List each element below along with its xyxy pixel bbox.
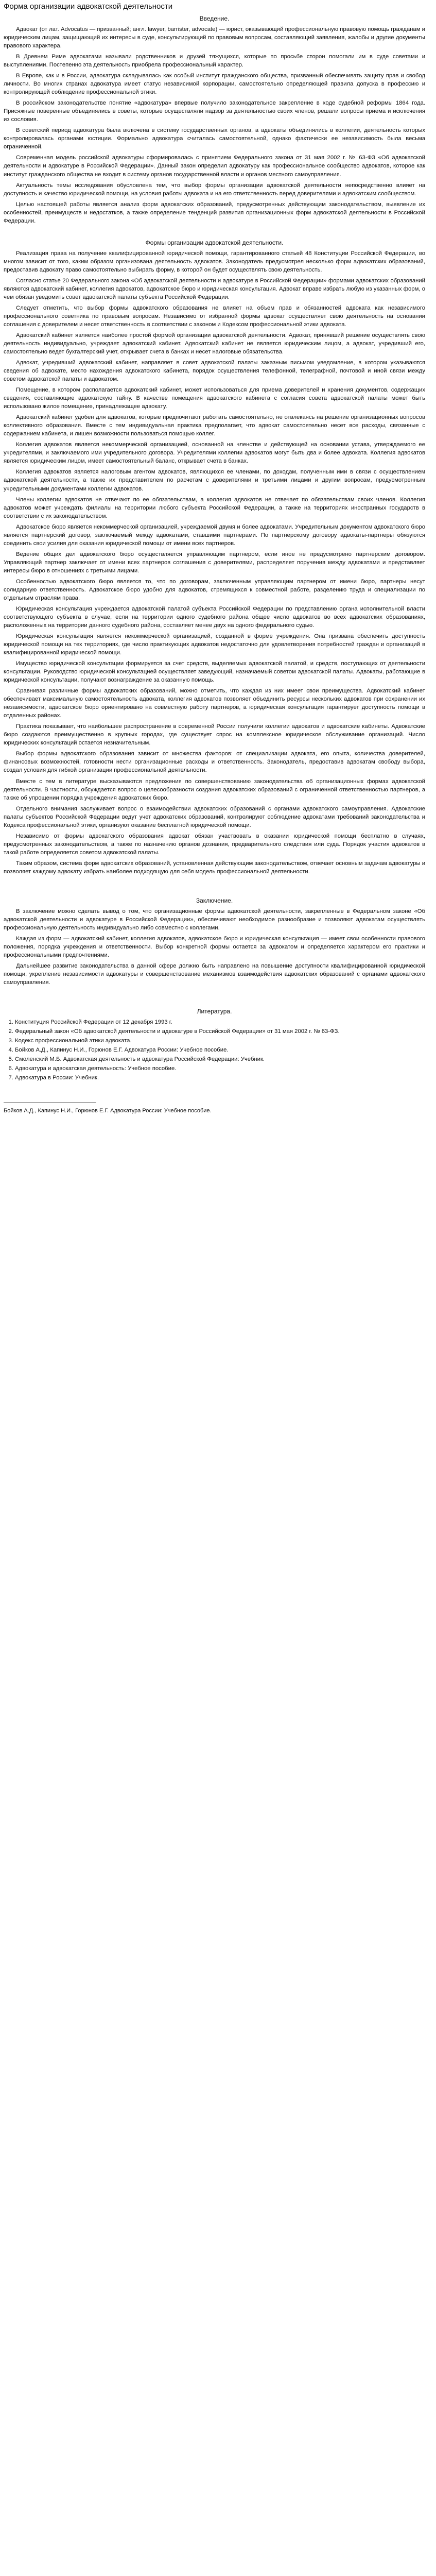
paragraph: Независимо от формы адвокатского образования адвокат обязан участвовать в оказании юридической помощи бесплатно в случаях, предусмотренных законодательством, а также по назначению органов дознания, предварительного следствия или суда. Порядок участия адвокатов в такой работе определяется советом адвокатской палаты. <box>4 833 425 856</box>
section <box>4 1008 425 1097</box>
paragraph: Согласно статье 20 Федерального закона «Об адвокатской деятельности и адвокатуре в Российской Федерации» формами адвокатских образований являются адвокатский кабинет, коллегия адвокатов, адвокатское бюро и юридическая консультация. Адвокат вправе избрать любую из указанных форм, о чем обязан уведомить совет адвокатской палаты субъекта Российской Федерации. <box>4 277 425 300</box>
paragraph: Современная модель российской адвокатуры сформировалась с принятием Федерального закона от 31 мая 2002 г. № 63-ФЗ «Об адвокатской деятельности и адвокатуре в Российской Федерации». Данный закон определил адвокатуру как профессиональное сообщество адвокатов, которое как институт гражданского общества не входит в систему органов государственной власти и органов местного самоуправления. <box>4 155 425 178</box>
sections-container <box>4 15 425 1097</box>
paragraph: Адвокат, учредивший адвокатский кабинет, направляет в совет адвокатской палаты заказным письмом уведомление, в котором указываются сведения об адвокате, место нахождения адвокатского кабинета, порядок осуществления телефонной, телеграфной, почтовой и иной связи между советом адвокатской палаты и адвокатом. <box>4 360 425 383</box>
section-spacer <box>4 228 425 235</box>
paragraph: Юридическая консультация является некоммерческой организацией, созданной в форме учреждения. Она призвана обеспечить доступность юридической помощи на тех территориях, где число практикующих адвокатов недостаточно для удовлетворения потребностей граждан и организаций в квалифицированной юридической помощи. <box>4 633 425 656</box>
paragraph: Таким образом, система форм адвокатских образований, установленная действующим законодательством, отвечает основным задачам адвокатуры и позволяет каждому адвокату избрать наиболее подходящую для себя модель профессиональной деятельности. <box>4 860 425 875</box>
reference-list <box>4 1018 425 1082</box>
paragraph: Ведение общих дел адвокатского бюро осуществляется управляющим партнером, если иное не предусмотрено партнерским договором. Управляющий партнер заключает от имени всех партнеров соглашения с доверителями, распределяет поручения между адвокатами и представляет интересы бюро в отношениях с третьими лицами. <box>4 551 425 574</box>
paragraph: Члены коллегии адвокатов не отвечают по ее обязательствам, а коллегия адвокатов не отвечает по обязательствам своих членов. Коллегия адвокатов может учреждать филиалы на территории любого субъекта Российской Федерации, а также на территориях иностранных государств в соответствии с их законодательством. <box>4 496 425 519</box>
reference-item: 6. Адвокатура и адвокатская деятельность: Учебное пособие. <box>15 1064 425 1073</box>
paragraph: Целью настоящей работы является анализ форм адвокатских образований, предусмотренных действующим законодательством, выявление их особенностей, преимуществ и недостатков, а также определение тенденций развития организационных форм адвокатской деятельности в Российской Федерации. <box>4 201 425 224</box>
paragraph: Актуальность темы исследования обусловлена тем, что выбор формы организации адвокатской деятельности непосредственно влияет на доступность и качество юридической помощи, на условия работы адвоката и на его ответственность перед доверителями и адвокатским сообществом. <box>4 182 425 197</box>
paragraph: В Европе, как и в России, адвокатура складывалась как особый институт гражданского общества, призванный обеспечивать защиту прав и свобод личности. Во многих странах адвокатура имеет статус независимой корпорации, самостоятельно определяющей правила допуска в профессию и контролирующей соблюдение профессиональной этики. <box>4 73 425 96</box>
paragraph: Каждая из форм — адвокатский кабинет, коллегия адвокатов, адвокатское бюро и юридическая консультация — имеет свои особенности правового положения, порядка учреждения и ответственности. Выбор конкретной формы остается за адвокатом и определяется характером его практики и профессиональными предпочтениями. <box>4 935 425 958</box>
paragraph: Дальнейшее развитие законодательства в данной сфере должно быть направлено на повышение доступности квалифицированной юридической помощи, укрепление независимости адвокатуры и совершенствование механизмов взаимодействия адвокатских образований с органами адвокатского самоуправления. <box>4 963 425 986</box>
paragraph: Практика показывает, что наибольшее распространение в современной России получили коллегии адвокатов и адвокатские кабинеты. Адвокатские бюро создаются преимущественно в крупных городах, где существует спрос на комплексное юридическое обслуживание организаций. Число юридических консультаций остается незначительным. <box>4 723 425 747</box>
paragraph: Коллегия адвокатов является некоммерческой организацией, основанной на членстве и действующей на основании устава, утверждаемого ее учредителями, и заключаемого ими учредительного договора. Учредителями коллегии адвокатов могут быть два и более адвоката. Коллегия адвокатов является юридическим лицом, имеет самостоятельный баланс, открывает счета в банках. <box>4 442 425 465</box>
reference-item: 3. Кодекс профессиональной этики адвоката. <box>15 1037 425 1045</box>
paragraph: Помещение, в котором располагается адвокатский кабинет, может использоваться для приема доверителей и хранения документов, содержащих сведения, составляющие адвокатскую тайну. В качестве помещения адвокатского кабинета с согласия совета адвокатской палаты может быть использовано жилое помещение, принадлежащее адвокату. <box>4 387 425 410</box>
paragraph: Коллегия адвокатов является налоговым агентом адвокатов, являющихся ее членами, по доходам, полученным ими в связи с осуществлением адвокатской деятельности, а также их представителем по расчетам с доверителями и третьими лицами и другим вопросам, предусмотренным учредительными документами коллегии адвокатов. <box>4 469 425 492</box>
section <box>4 897 425 1004</box>
document-title: Форма организации адвокатской деятельности <box>4 2 173 11</box>
paragraph: Адвокатский кабинет является наиболее простой формой организации адвокатской деятельности. Адвокат, принявший решение осуществлять свою деятельность индивидуально, учреждает адвокатский кабинет. Адвокатский кабинет не является юридическим лицом, а адвокат, учредивший его, самостоятельно ведет бухгалтерский учет, открывает счета в банках и несет налоговые обязательства. <box>4 332 425 355</box>
paragraph: Сравнивая различные формы адвокатских образований, можно отметить, что каждая из них имеет свои преимущества. Адвокатский кабинет обеспечивает максимальную самостоятельность адвоката, коллегия адвокатов позволяет объединить ресурсы нескольких адвокатов при сохранении их независимости, адвокатское бюро ориентировано на совместную работу партнеров, а юридическая консультация гарантирует доступность помощи в отдаленных районах. <box>4 688 425 719</box>
paragraph: Адвокат (от лат. Advocatus — призванный; англ. lawyer, barrister, advocate) — юрист, оказывающий профессиональную правовую помощь гражданам и юридическим лицам, защищающий их интересы в суде, консультирующий по правовым вопросам, составляющий заявления, жалобы и другие документы правового характера. <box>4 26 425 49</box>
paragraph: Следует отметить, что выбор формы адвокатского образования не влияет на объем прав и обязанностей адвоката как независимого профессионального советника по правовым вопросам. Независимо от избранной формы адвокат осуществляет свою деятельность на основании соглашения с доверителем и несет ответственность в соответствии с законом и Кодексом профессиональной этики адвоката. <box>4 304 425 328</box>
section-spacer <box>4 1083 425 1097</box>
paragraph: В советский период адвокатура была включена в систему государственных органов, а адвокаты объединялись в коллегии, деятельность которых контролировалась органами юстиции. Формально адвокатура считалась самостоятельной, однако фактически ее независимость была весьма ограниченной. <box>4 127 425 150</box>
paragraph: В заключение можно сделать вывод о том, что организационные формы адвокатской деятельности, закрепленные в Федеральном законе «Об адвокатской деятельности и адвокатуре в Российской Федерации», обеспечивают необходимое разнообразие и позволяют адвокатам осуществлять профессиональную деятельность индивидуально либо совместно с коллегами. <box>4 908 425 931</box>
paragraph: Адвокатское бюро является некоммерческой организацией, учреждаемой двумя и более адвокатами. Учредительным документом адвокатского бюро является партнерский договор, заключаемый между адвокатами, ставшими партнерами. По партнерскому договору адвокаты-партнеры обязуются соединить свои усилия для оказания юридической помощи от имени всех партнеров. <box>4 523 425 547</box>
paragraph: Имущество юридической консультации формируется за счет средств, выделяемых адвокатской палатой, и средств, поступающих от деятельности консультации. Руководство юридической консультацией осуществляет заведующий, назначаемый советом адвокатской палаты. Адвокаты, работающие в юридической консультации, получают вознаграждение за оказанную помощь. <box>4 660 425 684</box>
section-heading: Формы организации адвокатской деятельности. <box>145 239 284 246</box>
document-page <box>0 0 429 1121</box>
paragraph: Адвокатский кабинет удобен для адвокатов, которые предпочитают работать самостоятельно, не отвлекаясь на решение организационных вопросов коллективного образования. Вместе с тем индивидуальная практика предполагает, что адвокат самостоятельно несет все расходы, связанные с содержанием кабинета, и лишен возможности пользоваться помощью коллег. <box>4 414 425 437</box>
section-spacer <box>4 989 425 1004</box>
section <box>4 239 425 893</box>
reference-item: 4. Бойков А.Д., Капинус Н.И., Горюнов Е.Г. Адвокатура России: Учебное пособие. <box>15 1046 425 1054</box>
reference-item: 2. Федеральный закон «Об адвокатской деятельности и адвокатуре в Российской Федерации» от 31 мая 2002 г. № 63-ФЗ. <box>15 1027 425 1036</box>
paragraph: В Древнем Риме адвокатами называли родственников и друзей тяжущихся, которые по просьбе сторон помогали им в суде советами и выступлениями. Постепенно эта деятельность приобрела профессиональный характер. <box>4 54 425 69</box>
section-heading: Введение. <box>199 15 230 22</box>
footnote: Бойков А.Д., Капинус Н.И., Горюнов Е.Г. Адвокатура России: Учебное пособие. <box>4 1108 212 1114</box>
paragraph: В российском законодательстве понятие «адвокатура» впервые получило законодательное закрепление в ходе судебной реформы 1864 года. Присяжные поверенные объединялись в советы, которые осуществляли надзор за деятельностью своих членов, решали вопросы приема и исключения из сословия. <box>4 100 425 123</box>
reference-item: 1. Конституция Российской Федерации от 12 декабря 1993 г. <box>15 1018 425 1026</box>
paragraph: Выбор формы адвокатского образования зависит от множества факторов: от специализации адвоката, его опыта, количества доверителей, финансовых возможностей, готовности нести организационные расходы и ответственность. Законодатель, предоставив адвокатам свободу выбора, создал условия для гибкой организации профессиональной деятельности. <box>4 751 425 774</box>
paragraph: Особенностью адвокатского бюро является то, что по договорам, заключенным управляющим партнером от имени бюро, партнеры несут солидарную ответственность. Адвокатское бюро удобно для адвокатов, стремящихся к совместной работе, разделению труда и специализации по отдельным отраслям права. <box>4 578 425 601</box>
reference-item: 5. Смоленский М.Б. Адвокатская деятельность и адвокатура Российской Федерации: Учебник. <box>15 1055 425 1063</box>
paragraph: Вместе с тем в литературе высказываются предложения по совершенствованию законодательства об организационных формах адвокатской деятельности. В частности, обсуждается вопрос о целесообразности создания адвокатских образований с ограниченной ответственностью партнеров, а также об упрощении порядка учреждения адвокатских бюро. <box>4 778 425 801</box>
section-heading: Заключение. <box>196 896 233 904</box>
section-heading: Литература. <box>197 1008 232 1015</box>
paragraph: Отдельного внимания заслуживает вопрос о взаимодействии адвокатских образований с органами адвокатского самоуправления. Адвокатские палаты субъектов Российской Федерации ведут учет адвокатских образований, контролируют соблюдение адвокатами требований законодательства и Кодекса профессиональной этики, организуют оказание бесплатной юридической помощи. <box>4 805 425 828</box>
section-spacer <box>4 878 425 893</box>
section <box>4 15 425 235</box>
reference-item: 7. Адвокатура в России: Учебник. <box>15 1074 425 1082</box>
paragraph: Юридическая консультация учреждается адвокатской палатой субъекта Российской Федерации по представлению органа исполнительной власти соответствующего субъекта в случае, если на территории одного судебного района общее число адвокатов во всех адвокатских образованиях, расположенных на территории данного судебного района, составляет менее двух на одного федерального судью. <box>4 605 425 629</box>
paragraph: Реализация права на получение квалифицированной юридической помощи, гарантированного статьей 48 Конституции Российской Федерации, во многом зависит от того, каким образом организована деятельность адвокатов. Законодатель предусмотрел несколько форм адвокатских образований, предоставив адвокату право самостоятельно выбирать форму, в которой он будет осуществлять свою деятельность. <box>4 250 425 273</box>
